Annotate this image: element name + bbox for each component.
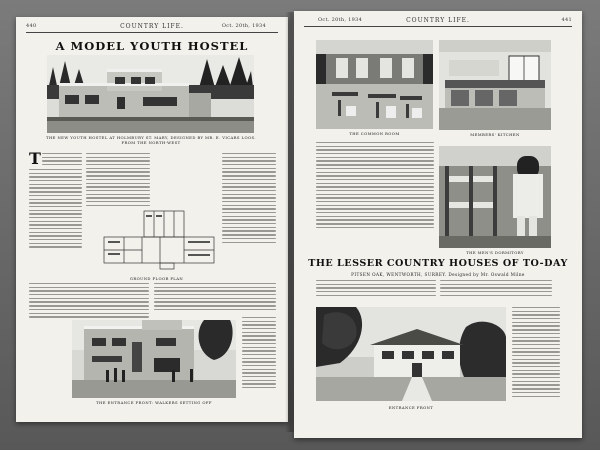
left-text-lower-c xyxy=(242,317,276,391)
right-article-subtitle: PITSEN OAK, WENTWORTH, SURREY. Designed by Mr. Oswald Milne xyxy=(351,272,525,277)
kitchen-caption: MEMBERS' KITCHEN xyxy=(470,132,520,137)
drop-cap: T xyxy=(29,149,41,168)
left-date: Oct. 20th, 1934 xyxy=(221,23,266,29)
right-text-upper xyxy=(316,142,434,231)
entrance-photo xyxy=(72,320,236,398)
right-page xyxy=(294,11,582,438)
right-article-title: THE LESSER COUNTRY HOUSES OF TO-DAY xyxy=(308,258,568,269)
country-house-photo xyxy=(316,307,506,401)
country-house-caption: ENTRANCE FRONT xyxy=(388,405,434,410)
left-article-title: A MODEL YOUTH HOSTEL xyxy=(55,39,249,53)
right-running-title: COUNTRY LIFE. xyxy=(406,17,470,24)
common-room-caption: THE COMMON ROOM xyxy=(349,131,400,136)
floor-plan xyxy=(94,207,219,273)
left-text-lower-b xyxy=(154,283,276,313)
hostel-photo xyxy=(47,55,254,133)
right-head-rule xyxy=(304,26,572,27)
dormitory-photo xyxy=(439,146,551,248)
entrance-photo-caption: THE ENTRANCE FRONT: WALKERS SETTING OFF xyxy=(96,400,212,405)
hostel-caption-line1: THE NEW YOUTH HOSTEL AT HOLMBURY ST. MARY, DESIGNED BY MR. E. VICARS LOOS. xyxy=(46,135,256,140)
left-text-lower-a xyxy=(29,283,149,320)
left-running-title: COUNTRY LIFE. xyxy=(120,23,184,30)
kitchen-photo xyxy=(439,40,551,130)
right-date: Oct. 20th, 1934 xyxy=(318,17,363,23)
hostel-photo-caption xyxy=(40,135,262,145)
floor-plan-caption: GROUND FLOOR PLAN xyxy=(129,276,184,281)
left-text-col3 xyxy=(222,153,276,245)
common-room-photo xyxy=(316,40,433,129)
right-text-lower-b xyxy=(440,280,552,298)
left-head-rule xyxy=(26,32,278,33)
right-text-lower-c xyxy=(512,307,560,399)
left-text-col2 xyxy=(86,153,150,208)
right-page-number: 441 xyxy=(561,17,572,23)
left-page xyxy=(16,17,288,422)
hostel-caption-line2: FROM THE NORTH-WEST xyxy=(121,140,181,145)
left-text-col1 xyxy=(29,169,82,250)
left-text-col1a xyxy=(42,153,82,168)
left-page-number: 440 xyxy=(26,23,37,29)
dormitory-caption: THE MEN'S DORMITORY xyxy=(466,250,524,255)
right-text-lower-a xyxy=(316,280,436,298)
